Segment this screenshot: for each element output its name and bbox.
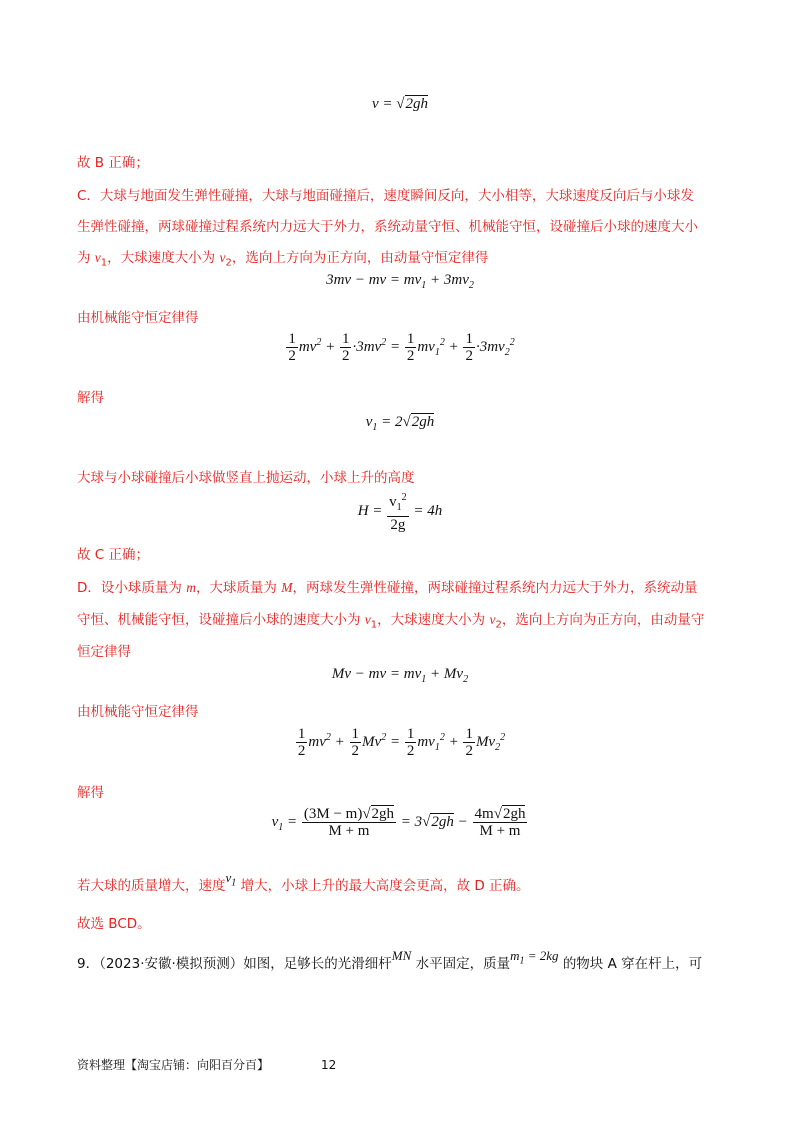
d-conclusion: 若大球的质量增大，速度$v_1$ 增大，小球上升的最大高度会更高，故 D 正确。 xyxy=(77,870,530,894)
solve-d-label: 解得 xyxy=(77,785,104,801)
equation-energy-c: $\frac{1}{2}$ $mv^2$ + $\frac{1}{2}$ $\cdot 3mv^2$ = $\frac{1}{2}$ $mv_1^2$ + $\frac{1}{2}$ $\cdot 3mv_2^2$ xyxy=(288,331,515,364)
equation-height: H = $\frac{v_1^2}{2g}$ = 4h xyxy=(357,492,443,533)
energy-d-label: 由机械能守恒定律得 xyxy=(77,704,199,720)
equation-energy-d: $\frac{1}{2}$ $mv^2$ + $\frac{1}{2}$ $Mv^2$ = $\frac{1}{2}$ $mv_1^2$ + $\frac{1}{2}$ $Mv_2^2$ xyxy=(297,726,506,759)
footer-source: 资料整理【淘宝店铺：向阳百分百】 xyxy=(77,1058,270,1072)
b-correct-line: 故 B 正确； xyxy=(77,155,149,171)
height-c-label: 大球与小球碰撞后小球做竖直上抛运动，小球上升的高度 xyxy=(77,470,415,486)
energy-c-label: 由机械能守恒定律得 xyxy=(77,310,199,326)
answer-line: 故选 BCD。 xyxy=(77,916,151,932)
page-footer xyxy=(77,1056,336,1073)
d-line-2: 守恒、机械能守恒，设碰撞后小球的速度大小为 $v_1$，大球速度大小为 $v_2$，选向上方向为正方向，由动量守 xyxy=(77,612,705,631)
equation-momentum-c: 3mv − mv = $mv_1 + 3mv_2$ xyxy=(326,272,474,291)
d-line-1: D．设小球质量为 m，大球质量为 M，两球发生弹性碰撞，两球碰撞过程系统内力远大于外力，系统动量 xyxy=(77,580,698,596)
c-line-1: C．大球与地面发生弹性碰撞，大球与地面碰撞后，速度瞬间反向，大小相等，大球速度反向后与小球发 xyxy=(77,188,694,204)
c-correct-line: 故 C 正确； xyxy=(77,547,150,563)
equation-velocity: v = √2gh xyxy=(371,96,428,112)
equation-v1-d: $v_1$ = $\frac{(3M - m)√2gh}{M + m}$ = 3√2gh − $\frac{4m√2gh}{M + m}$ xyxy=(271,806,526,839)
page-number: 12 xyxy=(321,1058,337,1072)
c-line-2: 生弹性碰撞，两球碰撞过程系统内力远大于外力，系统动量守恒、机械能守恒，设碰撞后小球的速度大小 xyxy=(77,219,698,235)
equation-v1-c: $v_1 = 2√2gh$ xyxy=(365,414,435,433)
c-line-3: 为 $v_1$，大球速度大小为 $v_2$，选向上方向为正方向，由动量守恒定律得 xyxy=(77,250,489,269)
question-9: 9．（2023·安徽·模拟预测）如图，足够长的光滑细杆MN 水平固定，质量$m_1 = 2kg$ 的物块 A 穿在杆上，可 xyxy=(77,948,703,972)
solve-c-label: 解得 xyxy=(77,390,104,406)
equation-momentum-d: Mv − mv = $mv_1 + Mv_2$ xyxy=(331,666,469,685)
d-line-3: 恒定律得 xyxy=(77,644,131,660)
